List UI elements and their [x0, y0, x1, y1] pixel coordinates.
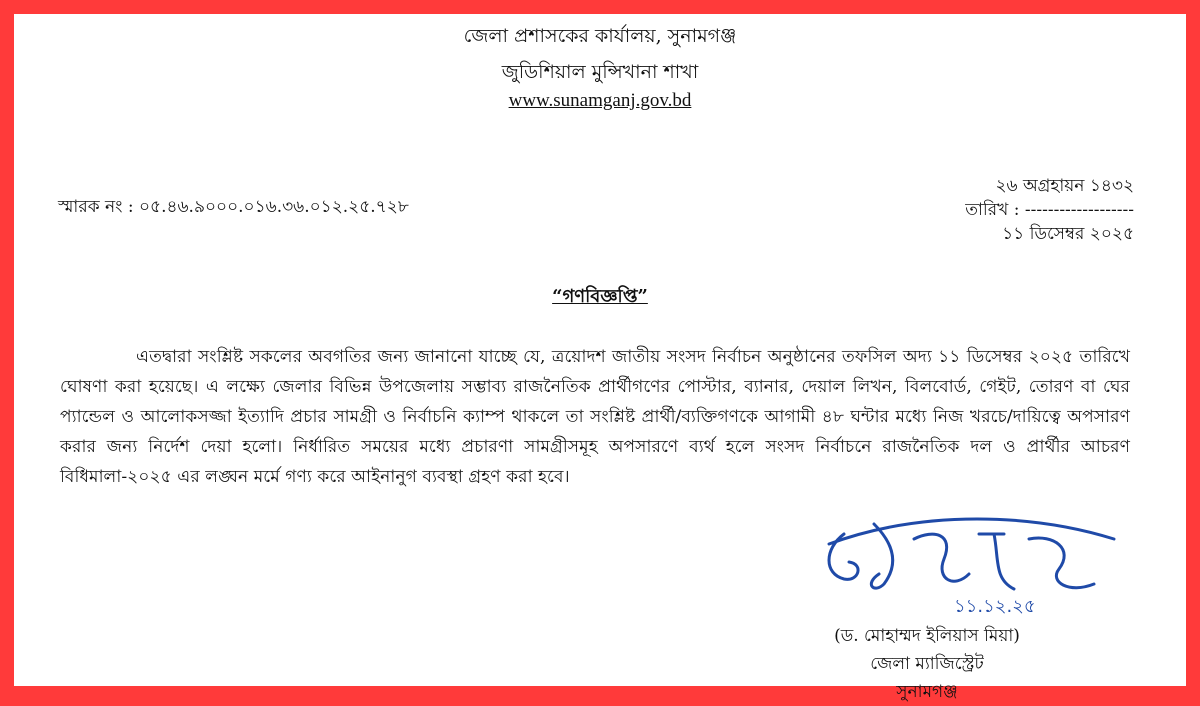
website-link[interactable]: www.sunamganj.gov.bd	[508, 90, 692, 111]
date-gregorian: ১১ ডিসেম্বর ২০২৫	[1002, 224, 1134, 244]
date-bangla: ২৬ অগ্রহায়ন ১৪৩২	[995, 176, 1134, 196]
memo-number: স্মারক নং : ০৫.৪৬.৯০০০.০১৬.৩৬.০১২.২৫.৭২৮	[58, 197, 409, 217]
notice-title: “গণবিজ্ঞপ্তি”	[552, 286, 648, 307]
signatory-designation: জেলা ম্যাজিস্ট্রেট	[870, 654, 984, 674]
signatory-block	[782, 622, 1072, 706]
notice-document	[14, 14, 1186, 702]
notice-body: এতদ্বারা সংশ্লিষ্ট সকলের অবগতির জন্য জানানো যাচ্ছে যে, ত্রয়োদশ জাতীয় সংসদ নির্বাচন অনুষ্ঠানের তফসিল অদ্য ১১ ডিসেম্বর ২০২৫ তারিখে ঘোষণা করা হয়েছে। এ লক্ষ্যে জেলার বিভিন্ন উপজেলায় সম্ভাব্য রাজনৈতিক প্রার্থীগণের পোস্টার, ব্যানার, দেয়াল লিখন, বিলবোর্ড, গেইট, তোরণ বা ঘের প্যান্ডেল ও আলোকসজ্জা ইত্যাদি প্রচার সামগ্রী ও নির্বাচনি ক্যাম্প থাকলে তা সংশ্লিষ্ট প্রার্থী/ব্যক্তিগণকে আগামী ৪৮ ঘন্টার মধ্যে নিজ খরচে/দায়িত্বে অপসারণ করার জন্য নির্দেশ দেয়া হলো। নির্ধারিত সময়ের মধ্যে প্রচারণা সামগ্রীসমূহ অপসারণে ব্যর্থ হলে সংসদ নির্বাচনে রাজনৈতিক দল ও প্রার্থীর আচরণ বিধিমালা-২০২৫ এর লঙ্ঘন মর্মে গণ্য করে আইনানুগ ব্যবস্থা গ্রহণ করা হবে।	[60, 347, 1130, 487]
section-name: জুডিশিয়াল মুন্সিখানা শাখা	[501, 61, 699, 83]
signatory-name: (ড. মোহাম্মদ ইলিয়াস মিয়া)	[834, 626, 1020, 646]
signature-image	[804, 504, 1134, 624]
date-block	[965, 174, 1134, 246]
signature-date: ১১.১২.২৫	[954, 596, 1036, 617]
office-name: জেলা প্রশাসকের কার্যালয়, সুনামগঞ্জ	[463, 25, 737, 47]
signatory-location: সুনামগঞ্জ	[896, 682, 958, 702]
date-label: তারিখ : -------------------	[965, 200, 1134, 220]
